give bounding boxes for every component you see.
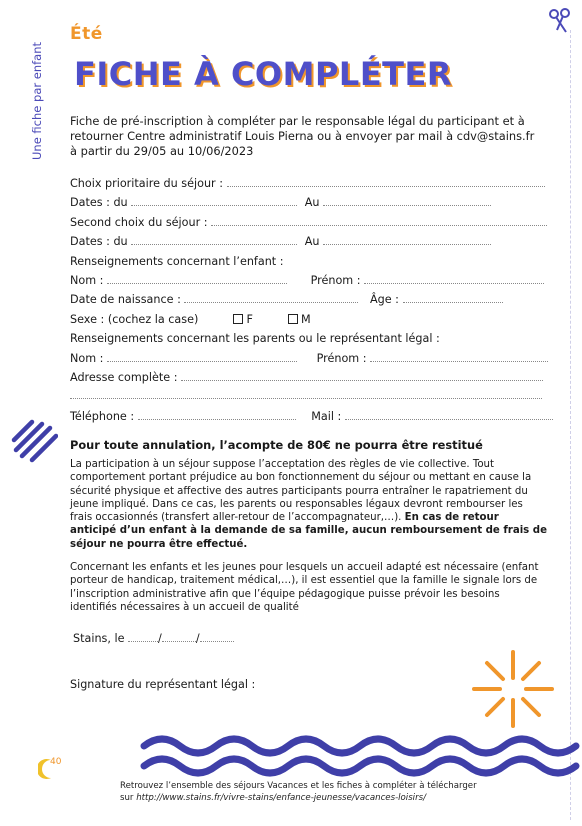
page-title: FICHE À COMPLÉTER (74, 55, 452, 93)
page-number: 40 (50, 757, 62, 767)
parent-prenom-field[interactable] (370, 352, 548, 362)
age-field[interactable] (403, 293, 503, 303)
row-enfant-nom: Nom : Prénom : (70, 273, 544, 289)
date1-from-field[interactable] (131, 196, 297, 206)
parent-nom-field[interactable] (107, 352, 297, 362)
wave-decoration (140, 732, 582, 778)
choix1-field[interactable] (227, 177, 545, 187)
date1-to-field[interactable] (323, 196, 491, 206)
row-adresse: Adresse complète : (70, 370, 543, 386)
telephone-field[interactable] (138, 410, 296, 420)
day-field[interactable] (128, 632, 158, 642)
section-enfant: Renseignements concernant l’enfant : (70, 255, 284, 268)
date2-from-field[interactable] (131, 235, 297, 245)
footer-text: Retrouvez l’ensemble des séjours Vacances et les fiches à compléter à télécharger sur http://www.stains.fr/vivre-stains/enfance-jeunesse/vacances-loisirs/ (120, 781, 477, 803)
side-caption: Une fiche par enfant (30, 41, 44, 160)
row-choix2: Second choix du séjour : (70, 215, 547, 231)
checkbox-f[interactable] (233, 314, 243, 324)
row-choix1: Choix prioritaire du séjour : (70, 176, 545, 192)
stripes-decoration (10, 418, 58, 464)
row-naissance: Date de naissance : Âge : (70, 292, 503, 308)
date2-to-field[interactable] (323, 235, 491, 245)
cut-line (570, 30, 572, 820)
choix2-field[interactable] (211, 216, 547, 226)
row-dates2: Dates : du Au (70, 234, 491, 250)
annulation-heading: Pour toute annulation, l’acompte de 80€ ne pourra être restitué (70, 438, 483, 452)
sun-icon (470, 648, 556, 730)
naissance-field[interactable] (184, 293, 358, 303)
section-parents: Renseignements concernant les parents ou le représentant légal : (70, 332, 440, 345)
row-dates1: Dates : du Au (70, 195, 491, 211)
intro-text: Fiche de pré-inscription à compléter par le responsable légal du participant et à retourner Centre administratif Louis Pierna ou à envoyer par mail à cdv@stains.fr à partir du 29/05 au 10/06/2023 (70, 114, 535, 158)
row-parent-nom: Nom : Prénom : (70, 351, 548, 367)
adresse-field[interactable] (181, 371, 543, 381)
row-sexe: Sexe : (cochez la case) F M (70, 313, 311, 326)
enfant-prenom-field[interactable] (364, 274, 544, 284)
accueil-paragraph: Concernant les enfants et les jeunes pour lesquels un accueil adapté est nécessaire (enfant porteur de handicap, traitement médical,…), il est essentiel que la famille le signale lors de l’inscription administrative afin que l’équipe pédagogique puisse prévoir les besoins identifiés nécessaires à un accueil de qualité (70, 562, 539, 613)
checkbox-m[interactable] (288, 314, 298, 324)
signature-label: Signature du représentant légal : (70, 678, 256, 691)
row-contact: Téléphone : Mail : (70, 409, 553, 425)
conditions-paragraph: La participation à un séjour suppose l’acceptation des règles de vie collective. Tout comportement portant préjudice au bon fonctionnement du séjour ou mettant en cause la sécurité physique et affective des autres participants pourra entraîner le rapatriement du jeune impliqué. Dans ce cas, les parents ou responsables légaux devront rembourser les frais occasionnés (transfert aller-retour de l’accompagnateur,…). En cas de retour anticipé d’un enfant à la demande de sa famille, aucun remboursement de frais de séjour ne pourra être effectué. (70, 459, 547, 550)
footer-link[interactable]: http://www.stains.fr/vivre-stains/enfance-jeunesse/vacances-loisirs/ (136, 793, 426, 803)
year-field[interactable] (200, 632, 234, 642)
scissors-icon (548, 8, 572, 34)
month-field[interactable] (162, 632, 196, 642)
mail-field[interactable] (345, 410, 553, 420)
enfant-nom-field[interactable] (107, 274, 287, 284)
row-stains-date: Stains, le / / (73, 631, 234, 647)
adresse-field-line2[interactable] (70, 398, 542, 399)
season-label: Été (70, 24, 103, 44)
